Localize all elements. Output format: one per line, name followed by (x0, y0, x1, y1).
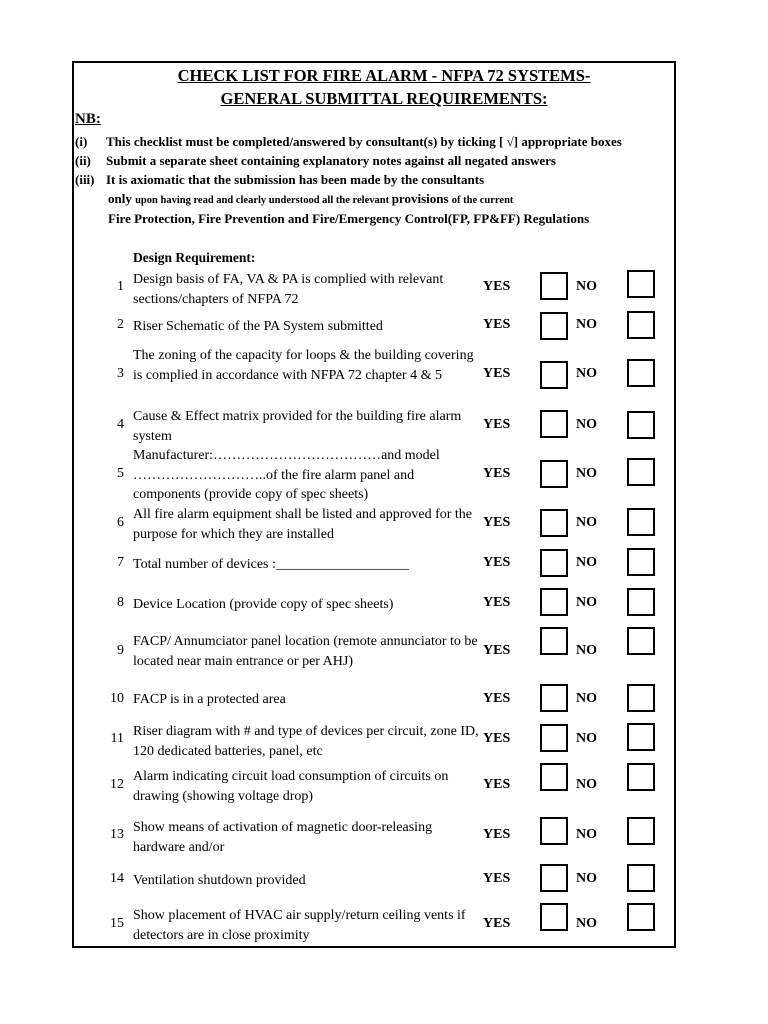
no-label: NO (576, 595, 597, 610)
no-checkbox[interactable] (627, 588, 655, 616)
note-1-text: This checklist must be completed/answered by consultant(s) by ticking [ √] appropriate boxes (106, 134, 622, 149)
no-label: NO (576, 777, 597, 792)
note-2-mark: (ii) (75, 153, 91, 168)
no-checkbox[interactable] (627, 270, 655, 298)
no-label: NO (576, 871, 597, 886)
item-text: Show means of activation of magnetic door-releasing hardware and/or (133, 820, 433, 855)
yes-label: YES (483, 643, 511, 658)
note-3 (75, 172, 484, 188)
item-text: Manufacturer:………………………………and model ………………………..of the fire alarm panel and components (provide copy of spec sheets) (133, 448, 440, 502)
no-label: NO (576, 279, 597, 294)
item-number: 11 (110, 731, 124, 746)
item-number: 6 (117, 515, 124, 530)
no-label: NO (576, 643, 597, 658)
item-number: 13 (110, 827, 124, 842)
title-line-2: GENERAL SUBMITTAL REQUIREMENTS: (220, 89, 548, 108)
yes-checkbox[interactable] (540, 410, 568, 438)
item-number: 1 (117, 279, 124, 294)
no-checkbox[interactable] (627, 359, 655, 387)
yes-checkbox[interactable] (540, 903, 568, 931)
yes-label: YES (483, 466, 511, 481)
note-2 (75, 153, 556, 169)
item-number: 5 (117, 466, 124, 481)
yes-label: YES (483, 515, 511, 530)
no-label: NO (576, 317, 597, 332)
yes-label: YES (483, 417, 511, 432)
item-number: 2 (117, 317, 124, 332)
item-number: 8 (117, 595, 124, 610)
item-text: Riser diagram with # and type of devices per circuit, zone ID, 120 dedicated batteries, panel, etc (133, 724, 479, 759)
yes-label: YES (483, 366, 511, 381)
note-3-continuation-2: Fire Protection, Fire Prevention and Fire/Emergency Control(FP, FP&FF) Regulations (108, 211, 590, 226)
yes-label: YES (483, 555, 511, 570)
yes-label: YES (483, 871, 511, 886)
note-1-mark: (i) (75, 134, 88, 149)
yes-label: YES (483, 317, 511, 332)
item-text: The zoning of the capacity for loops & the building covering is complied in accordance with NFPA 72 chapter 4 & 5 (133, 348, 474, 383)
yes-label: YES (483, 827, 511, 842)
item-number: 12 (110, 777, 124, 792)
item-text: FACP/ Annumciator panel location (remote annunciator to be located near main entrance or per AHJ) (133, 634, 478, 669)
no-label: NO (576, 827, 597, 842)
yes-checkbox[interactable] (540, 588, 568, 616)
yes-checkbox[interactable] (540, 684, 568, 712)
item-text: Total number of devices :___________________ (133, 557, 409, 572)
no-checkbox[interactable] (627, 723, 655, 751)
yes-checkbox[interactable] (540, 817, 568, 845)
no-checkbox[interactable] (627, 864, 655, 892)
item-number: 14 (110, 871, 124, 886)
no-checkbox[interactable] (627, 458, 655, 486)
item-number: 9 (117, 643, 124, 658)
item-number: 3 (117, 366, 124, 381)
no-label: NO (576, 916, 597, 931)
item-text: Ventilation shutdown provided (133, 873, 306, 888)
item-text: All fire alarm equipment shall be listed and approved for the purpose for which they are installed (133, 507, 473, 542)
item-number: 15 (110, 916, 124, 931)
yes-label: YES (483, 595, 511, 610)
no-label: NO (576, 691, 597, 706)
yes-checkbox[interactable] (540, 460, 568, 488)
note-3-text: It is axiomatic that the submission has been made by the consultants (106, 172, 485, 187)
no-checkbox[interactable] (627, 548, 655, 576)
yes-checkbox[interactable] (540, 361, 568, 389)
no-label: NO (576, 466, 597, 481)
no-checkbox[interactable] (627, 684, 655, 712)
no-checkbox[interactable] (627, 311, 655, 339)
yes-label: YES (483, 916, 511, 931)
yes-checkbox[interactable] (540, 509, 568, 537)
yes-checkbox[interactable] (540, 627, 568, 655)
item-text: Design basis of FA, VA & PA is complied with relevant sections/chapters of NFPA 72 (133, 272, 444, 307)
note-cont-b: upon having read and clearly understood all the relevant (135, 195, 392, 206)
note-2-text: Submit a separate sheet containing explanatory notes against all negated answers (106, 153, 556, 168)
item-text: FACP is in a protected area (133, 692, 286, 707)
section-title: Design Requirement: (133, 250, 256, 265)
no-checkbox[interactable] (627, 903, 655, 931)
item-text: Cause & Effect matrix provided for the building fire alarm system (133, 409, 462, 444)
yes-checkbox[interactable] (540, 549, 568, 577)
note-cont-d: of the current (451, 195, 514, 206)
yes-label: YES (483, 731, 511, 746)
note-3-continuation (108, 191, 513, 207)
no-label: NO (576, 417, 597, 432)
no-checkbox[interactable] (627, 411, 655, 439)
yes-label: YES (483, 691, 511, 706)
item-text: Riser Schematic of the PA System submitted (133, 319, 383, 334)
item-text: Device Location (provide copy of spec sheets) (133, 597, 394, 612)
item-text: Show placement of HVAC air supply/return ceiling vents if detectors are in close proximity (133, 908, 466, 943)
note-3-mark: (iii) (75, 172, 95, 187)
yes-checkbox[interactable] (540, 312, 568, 340)
title-line-1: CHECK LIST FOR FIRE ALARM - NFPA 72 SYSTEMS- (177, 66, 591, 85)
yes-label: YES (483, 777, 511, 792)
no-label: NO (576, 555, 597, 570)
item-text: Alarm indicating circuit load consumption of circuits on drawing (showing voltage drop) (133, 769, 449, 804)
no-checkbox[interactable] (627, 817, 655, 845)
item-number: 10 (110, 691, 124, 706)
no-checkbox[interactable] (627, 508, 655, 536)
no-label: NO (576, 366, 597, 381)
yes-checkbox[interactable] (540, 763, 568, 791)
yes-checkbox[interactable] (540, 864, 568, 892)
yes-checkbox[interactable] (540, 272, 568, 300)
yes-checkbox[interactable] (540, 724, 568, 752)
item-number: 4 (117, 417, 124, 432)
yes-label: YES (483, 279, 511, 294)
item-number: 7 (117, 555, 124, 570)
nb-label: NB: (75, 111, 101, 127)
note-1 (75, 134, 622, 150)
note-cont-a: only (108, 191, 136, 206)
no-checkbox[interactable] (627, 627, 655, 655)
no-label: NO (576, 515, 597, 530)
note-cont-c: provisions (391, 191, 452, 206)
no-checkbox[interactable] (627, 763, 655, 791)
no-label: NO (576, 731, 597, 746)
